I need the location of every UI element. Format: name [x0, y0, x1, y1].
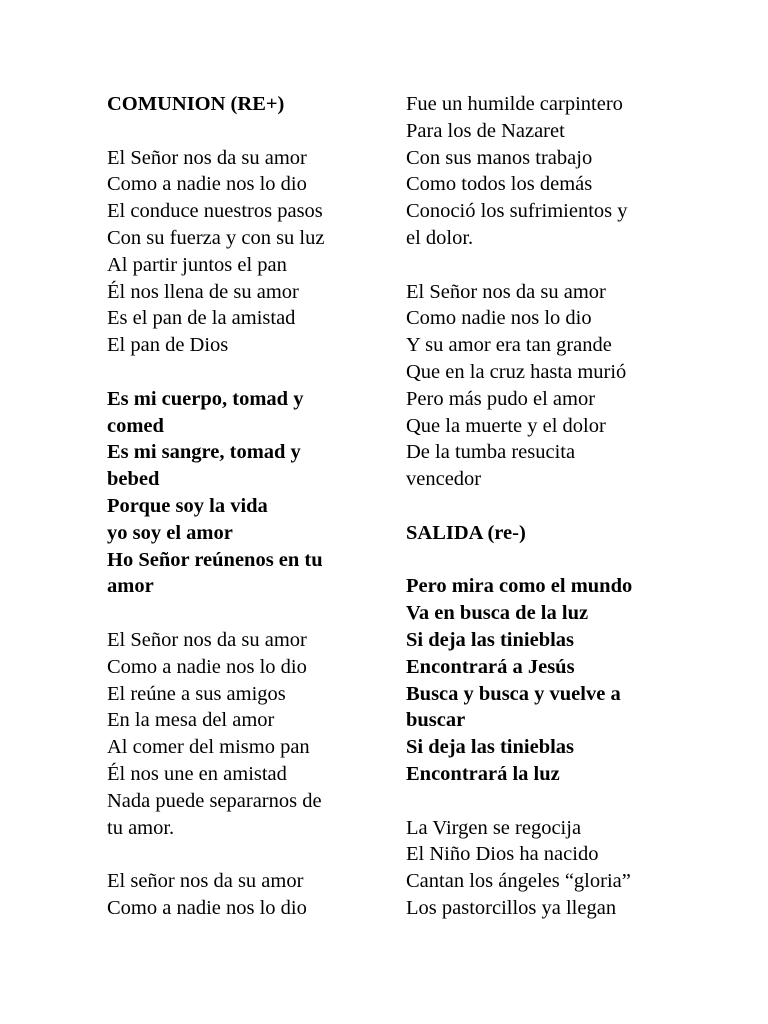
chorus-line: Si deja las tinieblas — [406, 736, 575, 759]
left-column — [107, 91, 359, 922]
lyric-line: Como a nadie nos lo dio — [107, 655, 307, 678]
chorus-line: Es mi sangre, tomad y — [107, 441, 301, 464]
lyric-line: Como a nadie nos lo dio — [107, 173, 307, 196]
lyric-line: El Señor nos da su amor — [107, 146, 307, 169]
lyric-line: Con su fuerza y con su luz — [107, 226, 325, 249]
chorus-line: Encontrará la luz — [406, 762, 560, 785]
lyric-line: Como todos los demás — [406, 173, 593, 196]
chorus-line: yo soy el amor — [107, 521, 233, 544]
chorus-stanza-salida — [406, 573, 668, 787]
lyric-line: La Virgen se regocija — [406, 816, 582, 839]
lyric-line: Nada puede separarnos de — [107, 789, 322, 812]
verse-stanza-3 — [107, 868, 359, 922]
chorus-line: comed — [107, 414, 164, 437]
lyric-line: El Niño Dios ha nacido — [406, 843, 599, 866]
lyric-line: Para los de Nazaret — [406, 119, 565, 142]
lyric-line: El señor nos da su amor — [107, 870, 304, 893]
lyric-line: Con sus manos trabajo — [406, 146, 593, 169]
lyric-line: En la mesa del amor — [107, 709, 275, 732]
lyric-line: El Señor nos da su amor — [406, 280, 606, 303]
song-title-comunion: COMUNION (RE+) — [107, 93, 285, 115]
lyric-line: Conoció los sufrimientos y — [406, 200, 628, 223]
chorus-line: Es mi cuerpo, tomad y — [107, 387, 304, 410]
lyric-line: Fue un humilde carpintero — [406, 93, 623, 115]
chorus-line: Encontrará a Jesús — [406, 655, 575, 678]
chorus-line: Ho Señor reúnenos en tu — [107, 548, 323, 571]
stanza-gap — [107, 118, 359, 145]
lyric-line: El conduce nuestros pasos — [107, 200, 323, 223]
lyric-line: Al partir juntos el pan — [107, 253, 287, 276]
lyric-line: De la tumba resucita — [406, 441, 576, 464]
song-title-salida: SALIDA (re-) — [406, 521, 526, 544]
stanza-gap — [406, 547, 668, 574]
stanza-gap — [107, 841, 359, 868]
lyric-line: El Señor nos da su amor — [107, 628, 307, 651]
lyric-line: Como a nadie nos lo dio — [107, 896, 307, 919]
chorus-line: Si deja las tinieblas — [406, 628, 575, 651]
lyric-line: Él nos llena de su amor — [107, 280, 299, 303]
stanza-gap — [406, 788, 668, 815]
lyric-line: vencedor — [406, 468, 482, 491]
stanza-gap — [107, 600, 359, 627]
lyric-line: Que en la cruz hasta murió — [406, 360, 627, 383]
verse-stanza-1 — [107, 145, 359, 359]
lyric-line: Y su amor era tan grande — [406, 334, 612, 357]
lyric-line: tu amor. — [107, 816, 175, 839]
chorus-line: Pero mira como el mundo — [406, 575, 633, 598]
chorus-line: Va en busca de la luz — [406, 602, 589, 625]
lyric-line: Cantan los ángeles “gloria” — [406, 870, 631, 893]
lyric-line: el dolor. — [406, 226, 474, 249]
lyric-line: El reúne a sus amigos — [107, 682, 286, 705]
verse-stanza-2 — [107, 627, 359, 841]
chorus-stanza — [107, 386, 359, 600]
chorus-line: Porque soy la vida — [107, 494, 268, 517]
verse-stanza-4 — [406, 91, 668, 252]
chorus-line: buscar — [406, 709, 466, 732]
chorus-line: Busca y busca y vuelve a — [406, 682, 621, 705]
chorus-line: amor — [107, 575, 154, 598]
lyric-line: Pero más pudo el amor — [406, 387, 596, 410]
chorus-line: bebed — [107, 468, 160, 491]
lyric-line: Que la muerte y el dolor — [406, 414, 606, 437]
lyric-line: Como nadie nos lo dio — [406, 307, 592, 330]
verse-stanza-6 — [406, 815, 668, 922]
stanza-gap — [406, 493, 668, 520]
verse-stanza-5 — [406, 279, 668, 493]
lyric-line: Es el pan de la amistad — [107, 307, 296, 330]
lyric-line: Al comer del mismo pan — [107, 736, 310, 759]
stanza-gap — [107, 359, 359, 386]
stanza-gap — [406, 252, 668, 279]
lyric-line: Él nos une en amistad — [107, 762, 287, 785]
lyric-line: El pan de Dios — [107, 334, 229, 357]
right-column — [406, 91, 668, 922]
lyric-line: Los pastorcillos ya llegan — [406, 896, 617, 919]
